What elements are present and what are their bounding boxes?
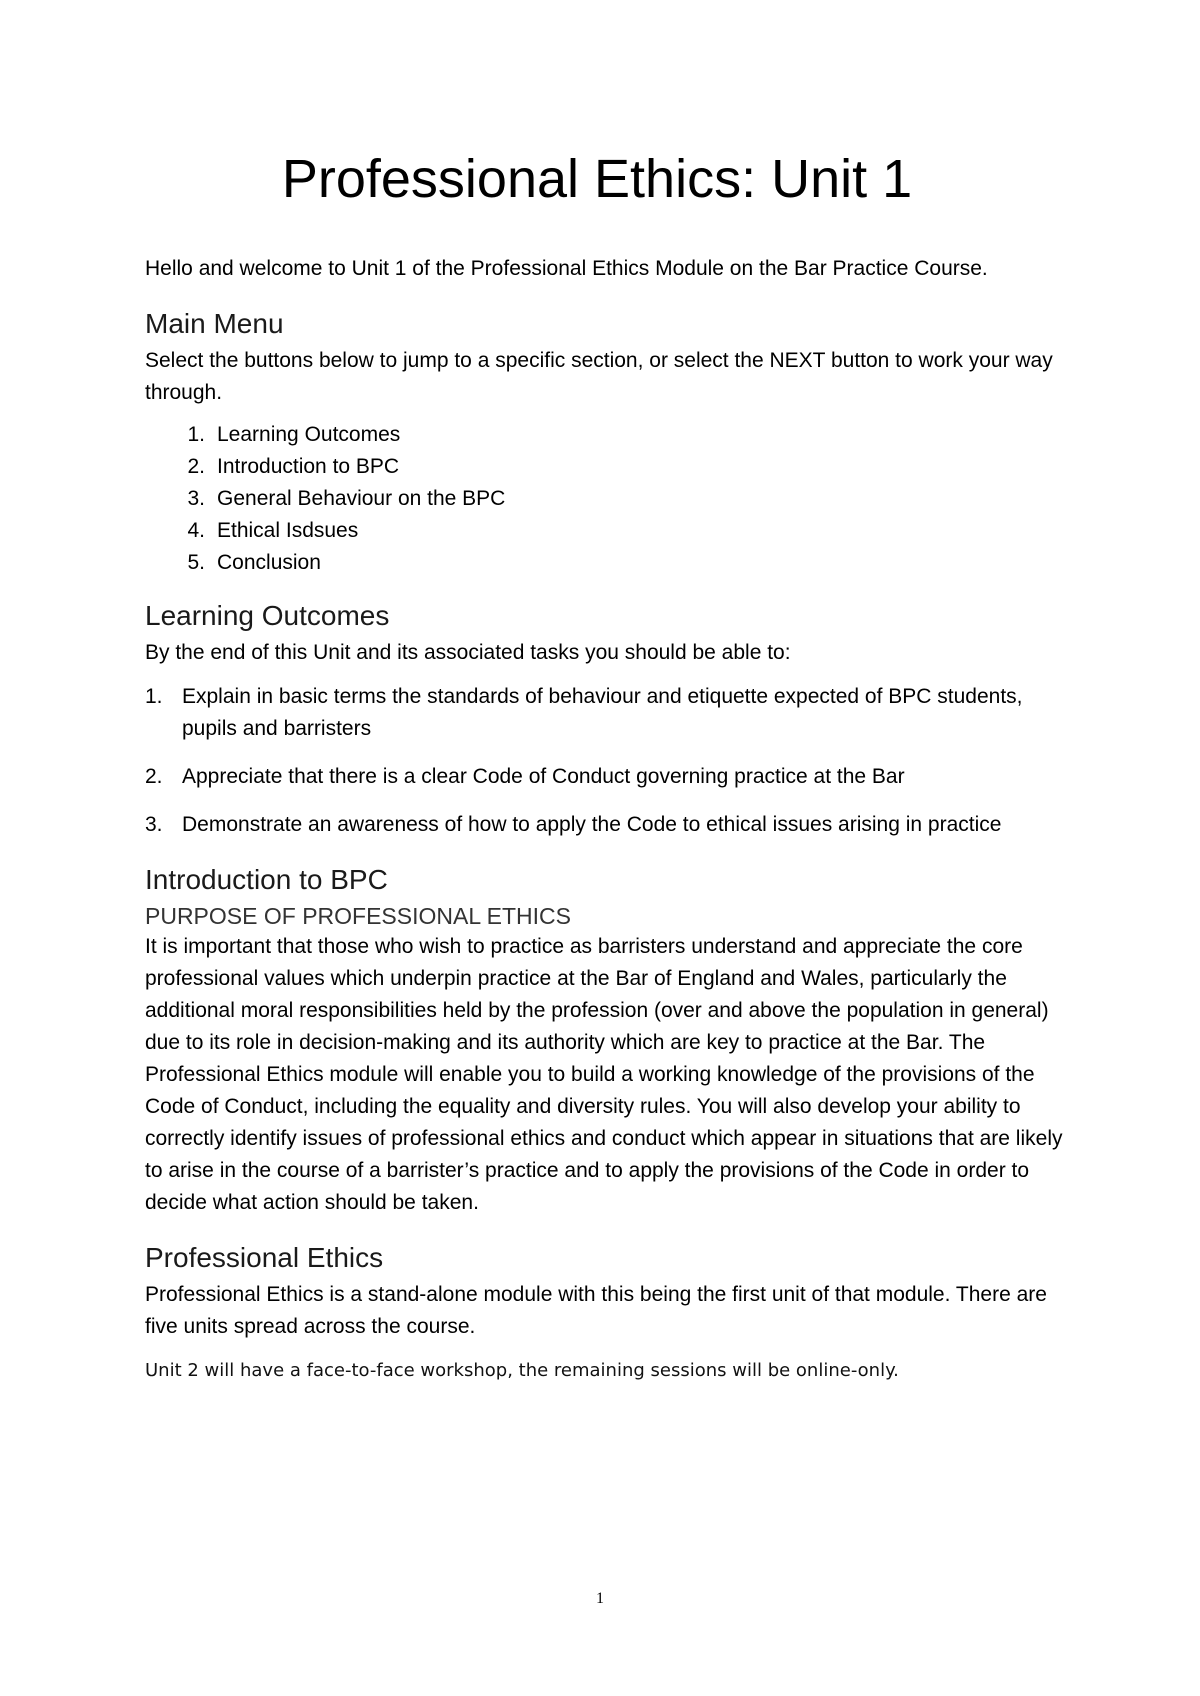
- menu-item-learning-outcomes[interactable]: [145, 419, 1065, 451]
- outcome-number: 3.: [145, 813, 163, 837]
- page-content: [145, 150, 1065, 1385]
- introduction-subheading: PURPOSE OF PROFESSIONAL ETHICS: [145, 903, 572, 930]
- main-menu-section: [145, 307, 1065, 579]
- learning-outcomes-heading: Learning Outcomes: [145, 600, 390, 632]
- document-title: Professional Ethics: Unit 1: [281, 149, 913, 209]
- main-menu-instructions: Select the buttons below to jump to a specific section, or select the NEXT button to work your way through.: [145, 349, 1053, 405]
- menu-item-general-behaviour[interactable]: [145, 483, 1065, 515]
- learning-outcomes-list: [145, 681, 1065, 841]
- intro-paragraph: Hello and welcome to Unit 1 of the Professional Ethics Module on the Bar Practice Course.: [145, 257, 988, 281]
- main-menu-list: [145, 419, 1065, 579]
- learning-outcomes-section: [145, 599, 1065, 841]
- learning-outcomes-lead: By the end of this Unit and its associated tasks you should be able to:: [145, 641, 791, 665]
- outcome-number: 2.: [145, 765, 163, 789]
- outcome-item: [145, 681, 1065, 745]
- introduction-section: [145, 863, 1065, 1219]
- professional-ethics-section: [145, 1241, 1065, 1385]
- menu-item-label: Ethical Isdsues: [217, 519, 359, 543]
- menu-item-conclusion[interactable]: [145, 547, 1065, 579]
- professional-ethics-note: Unit 2 will have a face-to-face workshop, the remaining sessions will be online-only.: [145, 1360, 899, 1382]
- outcome-text: Appreciate that there is a clear Code of Conduct governing practice at the Bar: [182, 765, 905, 789]
- main-menu-heading: Main Menu: [145, 308, 284, 340]
- outcome-item: [145, 761, 1065, 793]
- menu-item-number: 2.: [187, 455, 205, 479]
- page-number: 1: [596, 1590, 604, 1607]
- menu-item-number: 4.: [187, 519, 205, 543]
- outcome-text: Demonstrate an awareness of how to apply the Code to ethical issues arising in practice: [182, 813, 1002, 837]
- menu-item-label: Introduction to BPC: [217, 455, 400, 479]
- menu-item-number: 5.: [187, 551, 205, 575]
- menu-item-label: General Behaviour on the BPC: [217, 487, 506, 511]
- professional-ethics-heading: Professional Ethics: [145, 1242, 384, 1274]
- menu-item-label: Learning Outcomes: [217, 423, 401, 447]
- menu-item-ethical-issues[interactable]: [145, 515, 1065, 547]
- menu-item-number: 1.: [187, 423, 205, 447]
- introduction-body: It is important that those who wish to practice as barristers understand and appreciate the core professional values which underpin practice at the Bar of England and Wales, particularly the additional moral responsibilities held by the profession (over and above the population in general) due to its role in decision-making and its authority which are key to practice at the Bar. The Professional Ethics module will enable you to build a working knowledge of the provisions of the Code of Conduct, including the equality and diversity rules. You will also develop your ability to correctly identify issues of professional ethics and conduct which appear in situations that are likely to arise in the course of a barrister’s practice and to apply the provisions of the Code in order to decide what action should be taken.: [145, 935, 1063, 1215]
- menu-item-number: 3.: [187, 487, 205, 511]
- menu-item-introduction[interactable]: [145, 451, 1065, 483]
- professional-ethics-body: Professional Ethics is a stand-alone module with this being the first unit of that module. There are five units spread across the course.: [145, 1283, 1047, 1339]
- introduction-heading: Introduction to BPC: [145, 864, 388, 896]
- outcome-item: [145, 809, 1065, 841]
- menu-item-label: Conclusion: [217, 551, 321, 575]
- outcome-number: 1.: [145, 685, 163, 709]
- outcome-text: Explain in basic terms the standards of behaviour and etiquette expected of BPC students, pupils and barristers: [182, 685, 1023, 741]
